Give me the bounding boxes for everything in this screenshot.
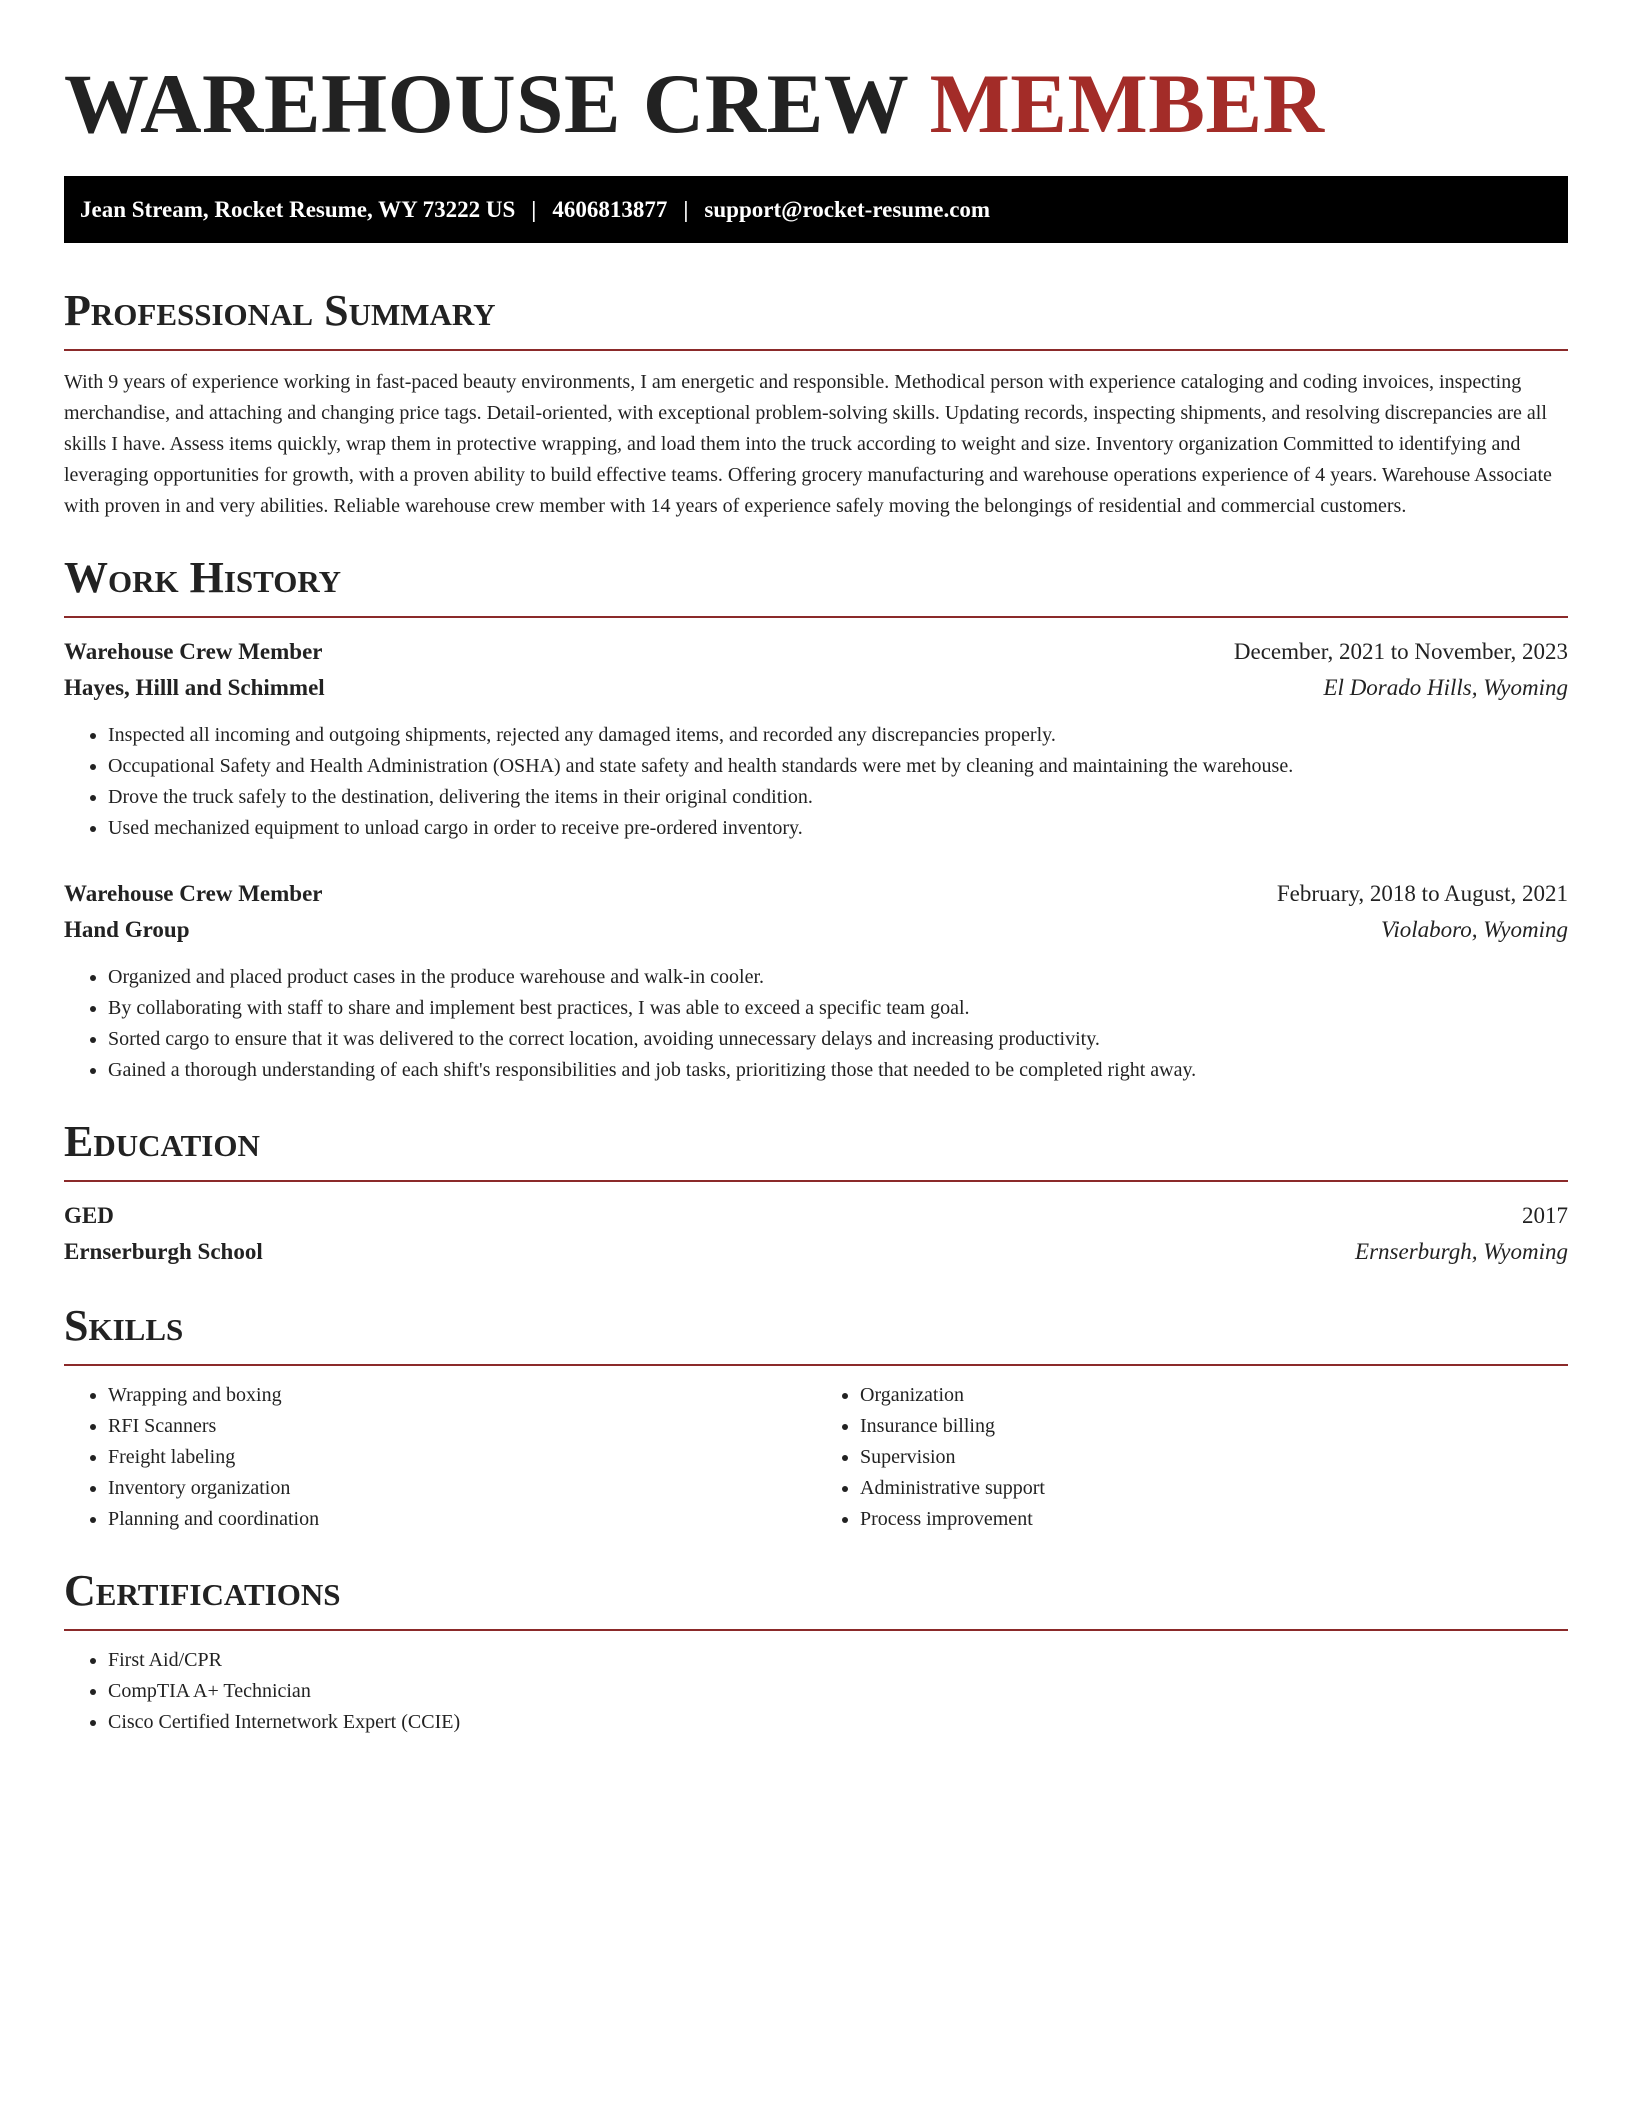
- job-header-row: [64, 876, 1568, 912]
- education-school-row: [64, 1234, 1568, 1270]
- list-item: • Process improvement: [860, 1504, 1568, 1535]
- contact-separator: |: [683, 196, 689, 222]
- list-item: • CompTIA A+ Technician: [108, 1676, 1568, 1707]
- job-entry: [64, 876, 1568, 1086]
- job-location: Violaboro, Wyoming: [1381, 917, 1568, 942]
- skills-section: [64, 1300, 1568, 1535]
- list-item: • Planning and coordination: [108, 1504, 816, 1535]
- list-item: • Inventory organization: [108, 1473, 816, 1504]
- list-item: • Administrative support: [860, 1473, 1568, 1504]
- section-divider: [64, 1629, 1568, 1631]
- contact-bar: [64, 176, 1568, 243]
- section-divider: [64, 1180, 1568, 1182]
- work-history-heading: Work History: [64, 553, 342, 602]
- education-location: Ernserburgh, Wyoming: [1355, 1239, 1568, 1264]
- list-item: • Used mechanized equipment to unload cargo in order to receive pre-ordered inventory.: [108, 813, 1568, 844]
- summary-text: With 9 years of experience working in fast-paced beauty environments, I am energetic and responsible. Methodical person with experience cataloging and coding invoices, inspecting merchandise, and attaching and changing price tags. Detail-oriented, with exceptional problem-solving skills. Updating records, inspecting shipments, and resolving discrepancies are all skills I have. Assess items quickly, wrap them in protective wrapping, and load them into the truck according to weight and size. Inventory organization Committed to identifying and leveraging opportunities for growth, with a proven ability to build effective teams. Offering grocery manufacturing and warehouse operations experience of 4 years. Warehouse Associate with proven in and very abilities. Reliable warehouse crew member with 14 years of experience safely moving the belongings of residential and commercial customers.: [64, 371, 1552, 517]
- job-location: El Dorado Hills, Wyoming: [1323, 675, 1568, 700]
- summary-heading: Professional Summary: [64, 286, 496, 335]
- certifications-heading: Certifications: [64, 1566, 341, 1615]
- job-bullets: [64, 720, 1568, 844]
- job-company-row: [64, 912, 1568, 948]
- contact-email: support@rocket-resume.com: [704, 196, 991, 222]
- contact-separator: |: [531, 196, 537, 222]
- resume-title: [64, 54, 1568, 154]
- job-company-row: [64, 670, 1568, 706]
- list-item: • Sorted cargo to ensure that it was delivered to the correct location, avoiding unnecessary delays and increasing productivity.: [108, 1024, 1568, 1055]
- job-company: Hayes, Hilll and Schimmel: [64, 675, 325, 700]
- section-divider: [64, 1364, 1568, 1366]
- skills-heading: Skills: [64, 1301, 184, 1350]
- job-title: Warehouse Crew Member: [64, 639, 323, 664]
- education-section: [64, 1116, 1568, 1270]
- job-header-row: [64, 634, 1568, 670]
- contact-address: Jean Stream, Rocket Resume, WY 73222 US: [80, 196, 516, 222]
- job-dates: December, 2021 to November, 2023: [1233, 639, 1568, 664]
- list-item: • First Aid/CPR: [108, 1645, 1568, 1676]
- job-bullets: [64, 962, 1568, 1086]
- certifications-list: [64, 1645, 1568, 1738]
- list-item: • Freight labeling: [108, 1442, 816, 1473]
- list-item: • Inspected all incoming and outgoing shipments, rejected any damaged items, and recorded any discrepancies properly.: [108, 720, 1568, 751]
- summary-section: [64, 285, 1568, 522]
- education-entry: [64, 1198, 1568, 1270]
- job-dates: February, 2018 to August, 2021: [1276, 881, 1568, 906]
- list-item: • Supervision: [860, 1442, 1568, 1473]
- work-history-section: [64, 552, 1568, 1086]
- list-item: • Drove the truck safely to the destination, delivering the items in their original condition.: [108, 782, 1568, 813]
- skills-grid: [64, 1380, 1568, 1535]
- contact-phone: 4606813877: [552, 196, 668, 222]
- skills-list-left: [64, 1380, 816, 1535]
- title-main: WAREHOUSE CREW: [64, 57, 908, 151]
- title-accent: MEMBER: [929, 57, 1325, 151]
- skills-list-right: [816, 1380, 1568, 1535]
- job-entry: [64, 634, 1568, 844]
- list-item: • Organization: [860, 1380, 1568, 1411]
- list-item: • Wrapping and boxing: [108, 1380, 816, 1411]
- certifications-section: [64, 1565, 1568, 1738]
- list-item: • Insurance billing: [860, 1411, 1568, 1442]
- list-item: • Occupational Safety and Health Administration (OSHA) and state safety and health standards were met by cleaning and maintaining the warehouse.: [108, 751, 1568, 782]
- education-degree: GED: [64, 1203, 114, 1228]
- education-degree-row: [64, 1198, 1568, 1234]
- education-school: Ernserburgh School: [64, 1239, 263, 1264]
- education-heading: Education: [64, 1117, 260, 1166]
- job-company: Hand Group: [64, 917, 190, 942]
- list-item: • Organized and placed product cases in the produce warehouse and walk-in cooler.: [108, 962, 1568, 993]
- section-divider: [64, 616, 1568, 618]
- section-divider: [64, 349, 1568, 351]
- list-item: • Gained a thorough understanding of each shift's responsibilities and job tasks, prioritizing those that needed to be completed right away.: [108, 1055, 1568, 1086]
- job-title: Warehouse Crew Member: [64, 881, 323, 906]
- list-item: • Cisco Certified Internetwork Expert (CCIE): [108, 1707, 1568, 1738]
- education-year: 2017: [1522, 1203, 1568, 1228]
- list-item: • By collaborating with staff to share and implement best practices, I was able to exceed a specific team goal.: [108, 993, 1568, 1024]
- list-item: • RFI Scanners: [108, 1411, 816, 1442]
